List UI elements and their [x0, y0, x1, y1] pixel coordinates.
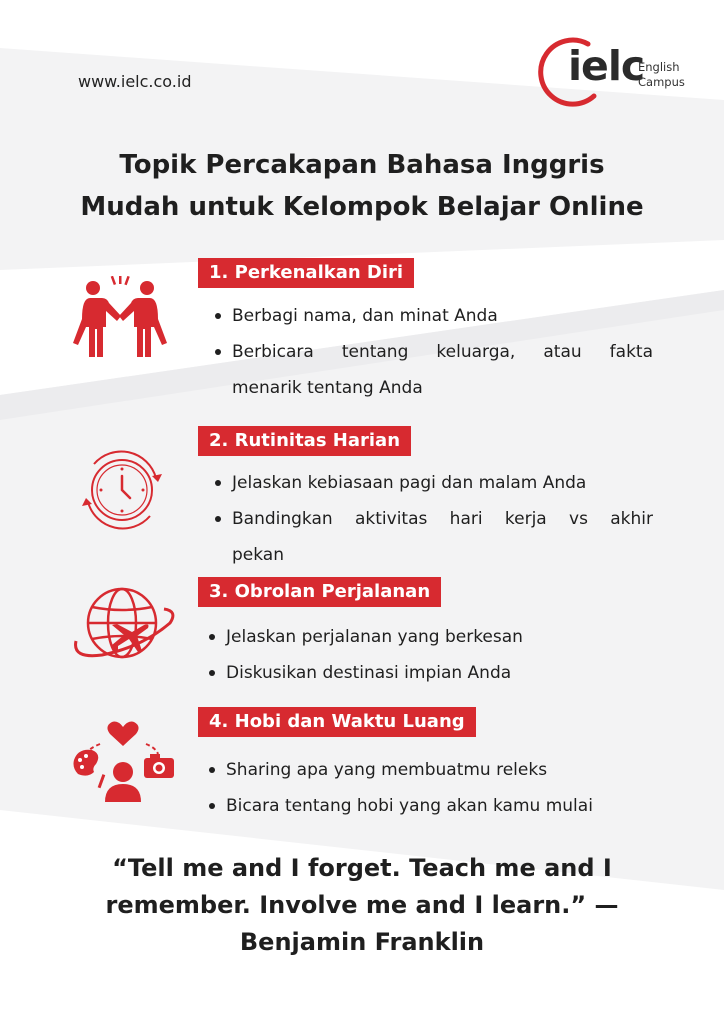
section-1-bullets — [213, 298, 653, 406]
people-handshake-icon — [70, 276, 170, 366]
list-item: Berbicara tentang keluarga, atau fakta — [213, 334, 653, 370]
quote: “Tell me and I forget. Teach me and I remember. Involve me and I learn.” — Benjamin Franklin — [105, 854, 619, 956]
logo-subtitle: English Campus — [638, 60, 685, 89]
section-3-bullets — [207, 619, 657, 691]
list-item: Bicara tentang hobi yang akan kamu mulai — [207, 788, 657, 824]
section-heading-hobbies: 4. Hobi dan Waktu Luang — [198, 707, 476, 737]
list-item: Bandingkan aktivitas hari kerja vs akhir — [213, 501, 653, 537]
website-url[interactable]: www.ielc.co.id — [78, 72, 192, 91]
list-item: Jelaskan kebiasaan pagi dan malam Anda — [213, 465, 653, 501]
list-item: Sharing apa yang membuatmu releks — [207, 752, 657, 788]
list-item: Berbagi nama, dan minat Anda — [213, 298, 653, 334]
section-4-bullets — [207, 752, 657, 824]
list-item: Jelaskan perjalanan yang berkesan — [207, 619, 657, 655]
page-title: Topik Percakapan Bahasa Inggris Mudah untuk Kelompok Belajar Online — [80, 150, 644, 222]
hobbies-icon — [70, 716, 176, 804]
ielc-logo[interactable] — [536, 36, 706, 110]
list-item-continuation: pekan — [232, 545, 284, 565]
section-heading-daily-routine: 2. Rutinitas Harian — [198, 426, 411, 456]
section-heading-introduce: 1. Perkenalkan Diri — [198, 258, 414, 288]
logo-mark: ielc — [568, 42, 645, 90]
list-item: Diskusikan destinasi impian Anda — [207, 655, 657, 691]
clock-cycle-icon — [74, 442, 170, 538]
list-item-continuation: menarik tentang Anda — [232, 378, 423, 398]
globe-airplane-icon — [72, 583, 176, 667]
section-2-bullets — [213, 465, 653, 573]
section-heading-travel-chat: 3. Obrolan Perjalanan — [198, 577, 441, 607]
